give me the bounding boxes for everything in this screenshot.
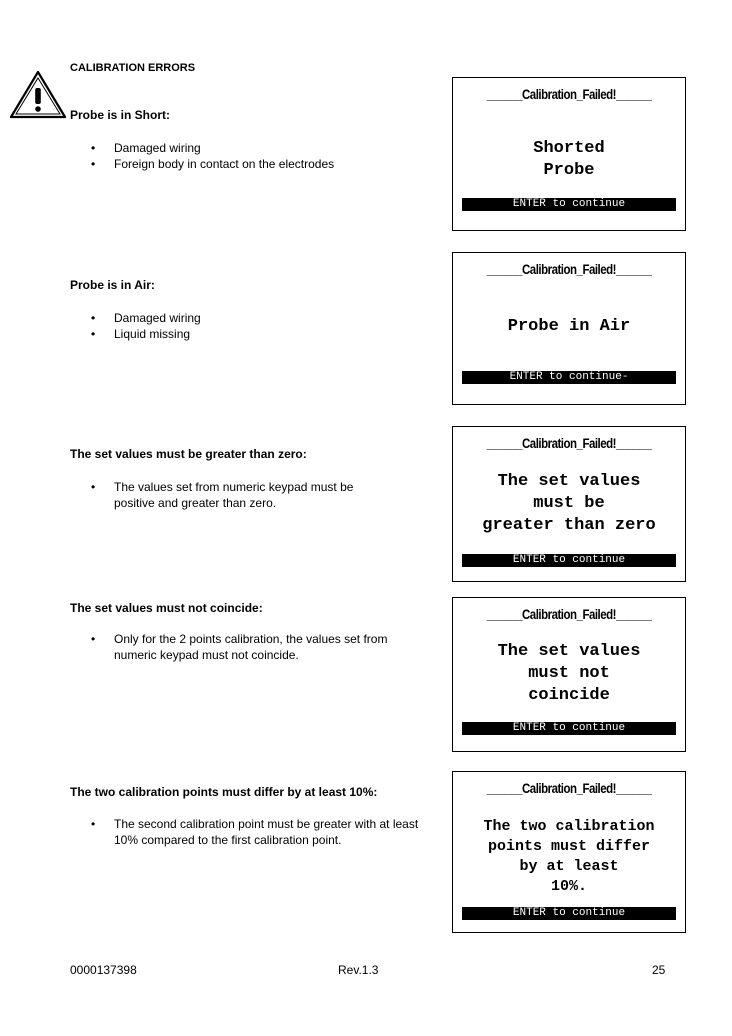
list-item: • Damaged wiring <box>91 310 421 326</box>
error-bullets <box>91 479 391 511</box>
display-screen <box>452 771 686 933</box>
screen-message: Probe in Air <box>507 317 631 336</box>
error-heading: Probe is in Short: <box>70 108 171 122</box>
display-screen <box>452 252 686 405</box>
display-screen <box>452 597 686 752</box>
screen-title: ______Calibration_Failed!______ <box>486 606 652 622</box>
error-heading: The set values must not coincide: <box>70 601 263 615</box>
list-item: • Foreign body in contact on the electrodes <box>91 156 421 172</box>
error-bullets <box>91 631 401 663</box>
enter-continue-bar: ENTER to continue- <box>462 371 676 384</box>
document-number: 0000137398 <box>70 963 137 977</box>
screen-title: ______Calibration_Failed!______ <box>486 780 652 796</box>
screen-message: Shorted Probe <box>533 139 605 180</box>
error-heading: The set values must be greater than zero: <box>70 447 307 461</box>
enter-continue-bar: ENTER to continue <box>462 907 676 920</box>
list-item: • The values set from numeric keypad must be positive and greater than zero. <box>91 479 391 511</box>
screen-title: ______Calibration_Failed!______ <box>486 435 652 451</box>
list-item: • Damaged wiring <box>91 140 421 156</box>
screen-message: The set values must not coincide <box>497 642 641 705</box>
warning-icon <box>9 70 67 120</box>
error-bullets <box>91 816 421 848</box>
revision: Rev.1.3 <box>338 963 379 977</box>
error-heading: Probe is in Air: <box>70 278 155 292</box>
error-bullets <box>91 140 421 172</box>
enter-continue-bar: ENTER to continue <box>462 198 676 211</box>
display-screen <box>452 426 686 582</box>
list-item: • Liquid missing <box>91 326 421 342</box>
enter-continue-bar: ENTER to continue <box>462 554 676 567</box>
display-screen <box>452 77 686 231</box>
page-number: 25 <box>652 963 666 977</box>
screen-message: The two calibration points must differ by at least 10%. <box>483 818 655 895</box>
screen-title: ______Calibration_Failed!______ <box>486 261 652 277</box>
list-item: • The second calibration point must be greater with at least 10% compared to the first calibration point. <box>91 816 421 848</box>
screen-title: ______Calibration_Failed!______ <box>486 86 652 102</box>
error-bullets <box>91 310 421 342</box>
error-heading: The two calibration points must differ by at least 10%: <box>70 785 378 799</box>
list-item: • Only for the 2 points calibration, the values set from numeric keypad must not coincide. <box>91 631 401 663</box>
screen-message: The set values must be greater than zero <box>482 472 656 535</box>
section-title: CALIBRATION ERRORS <box>70 62 196 74</box>
enter-continue-bar: ENTER to continue <box>462 722 676 735</box>
